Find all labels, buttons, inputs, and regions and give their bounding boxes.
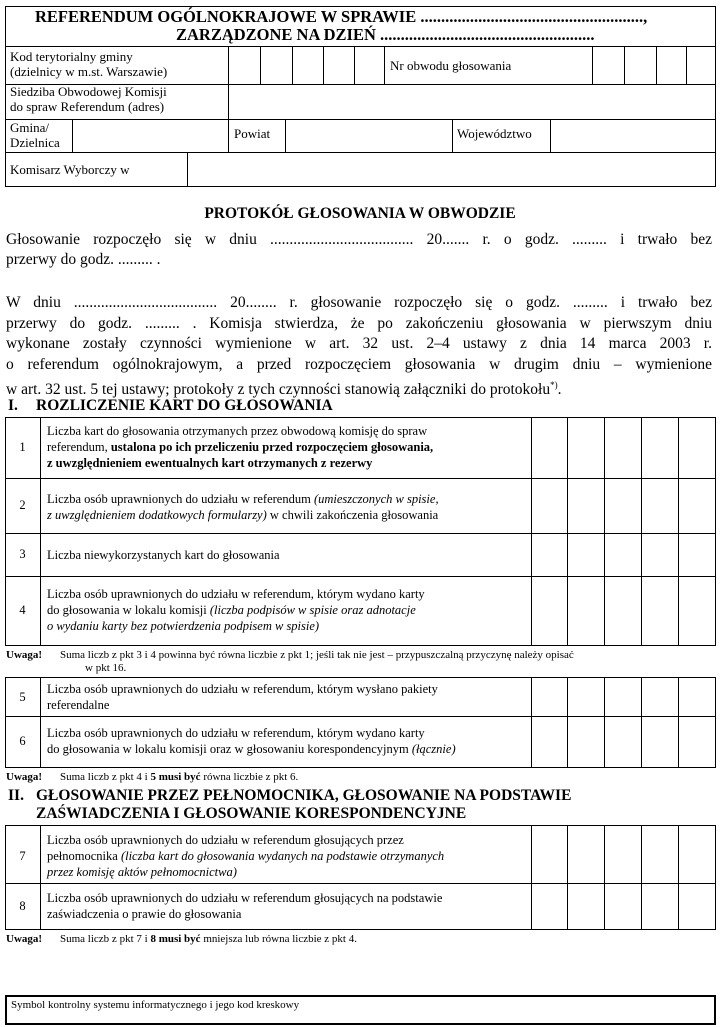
row-2-label: Liczba osób uprawnionych do udziału w referendum (umieszczonych w spisie, z uwzględnieniem dodatkowych formularzy) w chwili zakończenia głosowania [47,492,439,522]
note3-text: Suma liczb z pkt 7 i 8 musi być mniejsza lub równa liczbie z pkt 4. [60,933,357,945]
protocol-p2-line5: w art. 32 ust. 5 tej ustawy; protokoły z tych czynności stanowią załączniki do protokołu*). [6,380,562,399]
row-number-8: 8 [19,899,26,913]
row-1-label: Liczba kart do głosowania otrzymanych przez obwodową komisję do spraw referendum, ustalona po ich przeliczeniu przed rozpoczęciem głosowania, z uwzględnieniem ewentualnych kart otrzymanych z rezerwy [47,424,434,470]
protocol-p1-line1: Głosowanie rozpoczęło się w dniu ..................................... 20....... r. o godz. ......... i trwało bez [6,231,712,248]
note1-label: Uwaga! [6,649,43,661]
protocol-p2-line2: przerwy do godz. ......... . Komisja stwierdza, że po zakończeniu głosowania w pierwszym dniu [6,314,712,332]
siedziba-label: Siedziba Obwodowej Komisji do spraw Referendum (adres) [10,84,167,114]
section1-roman: I. [8,397,18,414]
row-7-label: Liczba osób uprawnionych do udziału w referendum głosujących przez pełnomocnika (liczba kart do głosowania wydanych na podstawie otrzymanych przez komisję aktów pełnomocnictwa) [47,833,445,879]
row-4-label: Liczba osób uprawnionych do udziału w referendum, którym wydano karty do głosowania w lokalu komisji (liczba podpisów w spisie oraz adnotacje o wydaniu karty bez potwierdzenia podpisem w spisie) [47,587,425,633]
note2-label: Uwaga! [6,771,43,783]
row-number-6: 6 [19,734,26,748]
row-number-2: 2 [19,498,26,512]
row-number-1: 1 [19,440,26,454]
nr-obwodu-label: Nr obwodu głosowania [390,58,512,73]
row-5-label: Liczba osób uprawnionych do udziału w referendum, którym wysłano pakiety referendalne [47,682,438,712]
row-8-label: Liczba osób uprawnionych do udziału w referendum głosujących na podstawie zaświadczenia o prawie do głosowania [47,891,443,921]
gmina-label: Gmina/ Dzielnica [10,120,60,150]
section1-title: ROZLICZENIE KART DO GŁOSOWANIA [36,397,333,414]
protocol-p2-line3: wykonane zostały czynności wymienione w art. 32 ust. 2–4 ustawy z dnia 14 marca 2003 r. [6,335,712,352]
powiat-label: Powiat [234,126,271,141]
section2-title: GŁOSOWANIE PRZEZ PEŁNOMOCNIKA, GŁOSOWANIE NA PODSTAWIE ZAŚWIADCZENIA I GŁOSOWANIE KORESPONDENCYJNE [36,787,572,822]
row-number-5: 5 [19,690,26,704]
wojewodztwo-label: Województwo [457,126,532,141]
protocol-p2-line1: W dniu ..................................... 20........ r. głosowanie rozpoczęło się o godz. ......... i trwało bez [6,294,712,311]
row-3-label: Liczba niewykorzystanych kart do głosowania [47,548,280,562]
komisarz-label: Komisarz Wyborczy w [10,162,130,177]
row-number-3: 3 [19,547,26,561]
title-line-2: ZARZĄDZONE NA DZIEŃ .................................................... [176,25,595,44]
row-6-label: Liczba osób uprawnionych do udziału w referendum, którym wydano karty do głosowania w lokalu komisji oraz w głosowaniu korespondencyjnym (łącznie) [47,726,456,756]
kod-label: Kod terytorialny gminy (dzielnicy w m.st. Warszawie) [10,49,168,79]
section2-roman: II. [8,787,24,804]
note2-text: Suma liczb z pkt 4 i 5 musi być równa liczbie z pkt 6. [60,771,299,783]
title-line-1: REFERENDUM OGÓLNOKRAJOWE W SPRAWIE ......................................................, [35,7,648,26]
note1-text: Suma liczb z pkt 3 i 4 powinna być równa liczbie z pkt 1; jeśli tak nie jest – przypuszczalną przyczynę należy opisać w pkt 16. [60,649,574,674]
row-number-7: 7 [19,849,26,863]
barcode-label: Symbol kontrolny systemu informatycznego i jego kod kreskowy [11,999,300,1011]
protocol-heading: PROTOKÓŁ GŁOSOWANIA W OBWODZIE [204,205,516,222]
row-number-4: 4 [19,603,26,617]
note3-label: Uwaga! [6,933,43,945]
protocol-p1-line2: przerwy do godz. ......... . [6,251,161,268]
protocol-p2-line4: o referendum ogólnokrajowym, a przed rozpoczęciem głosowania w drugim dniu – wymienione [6,355,712,373]
